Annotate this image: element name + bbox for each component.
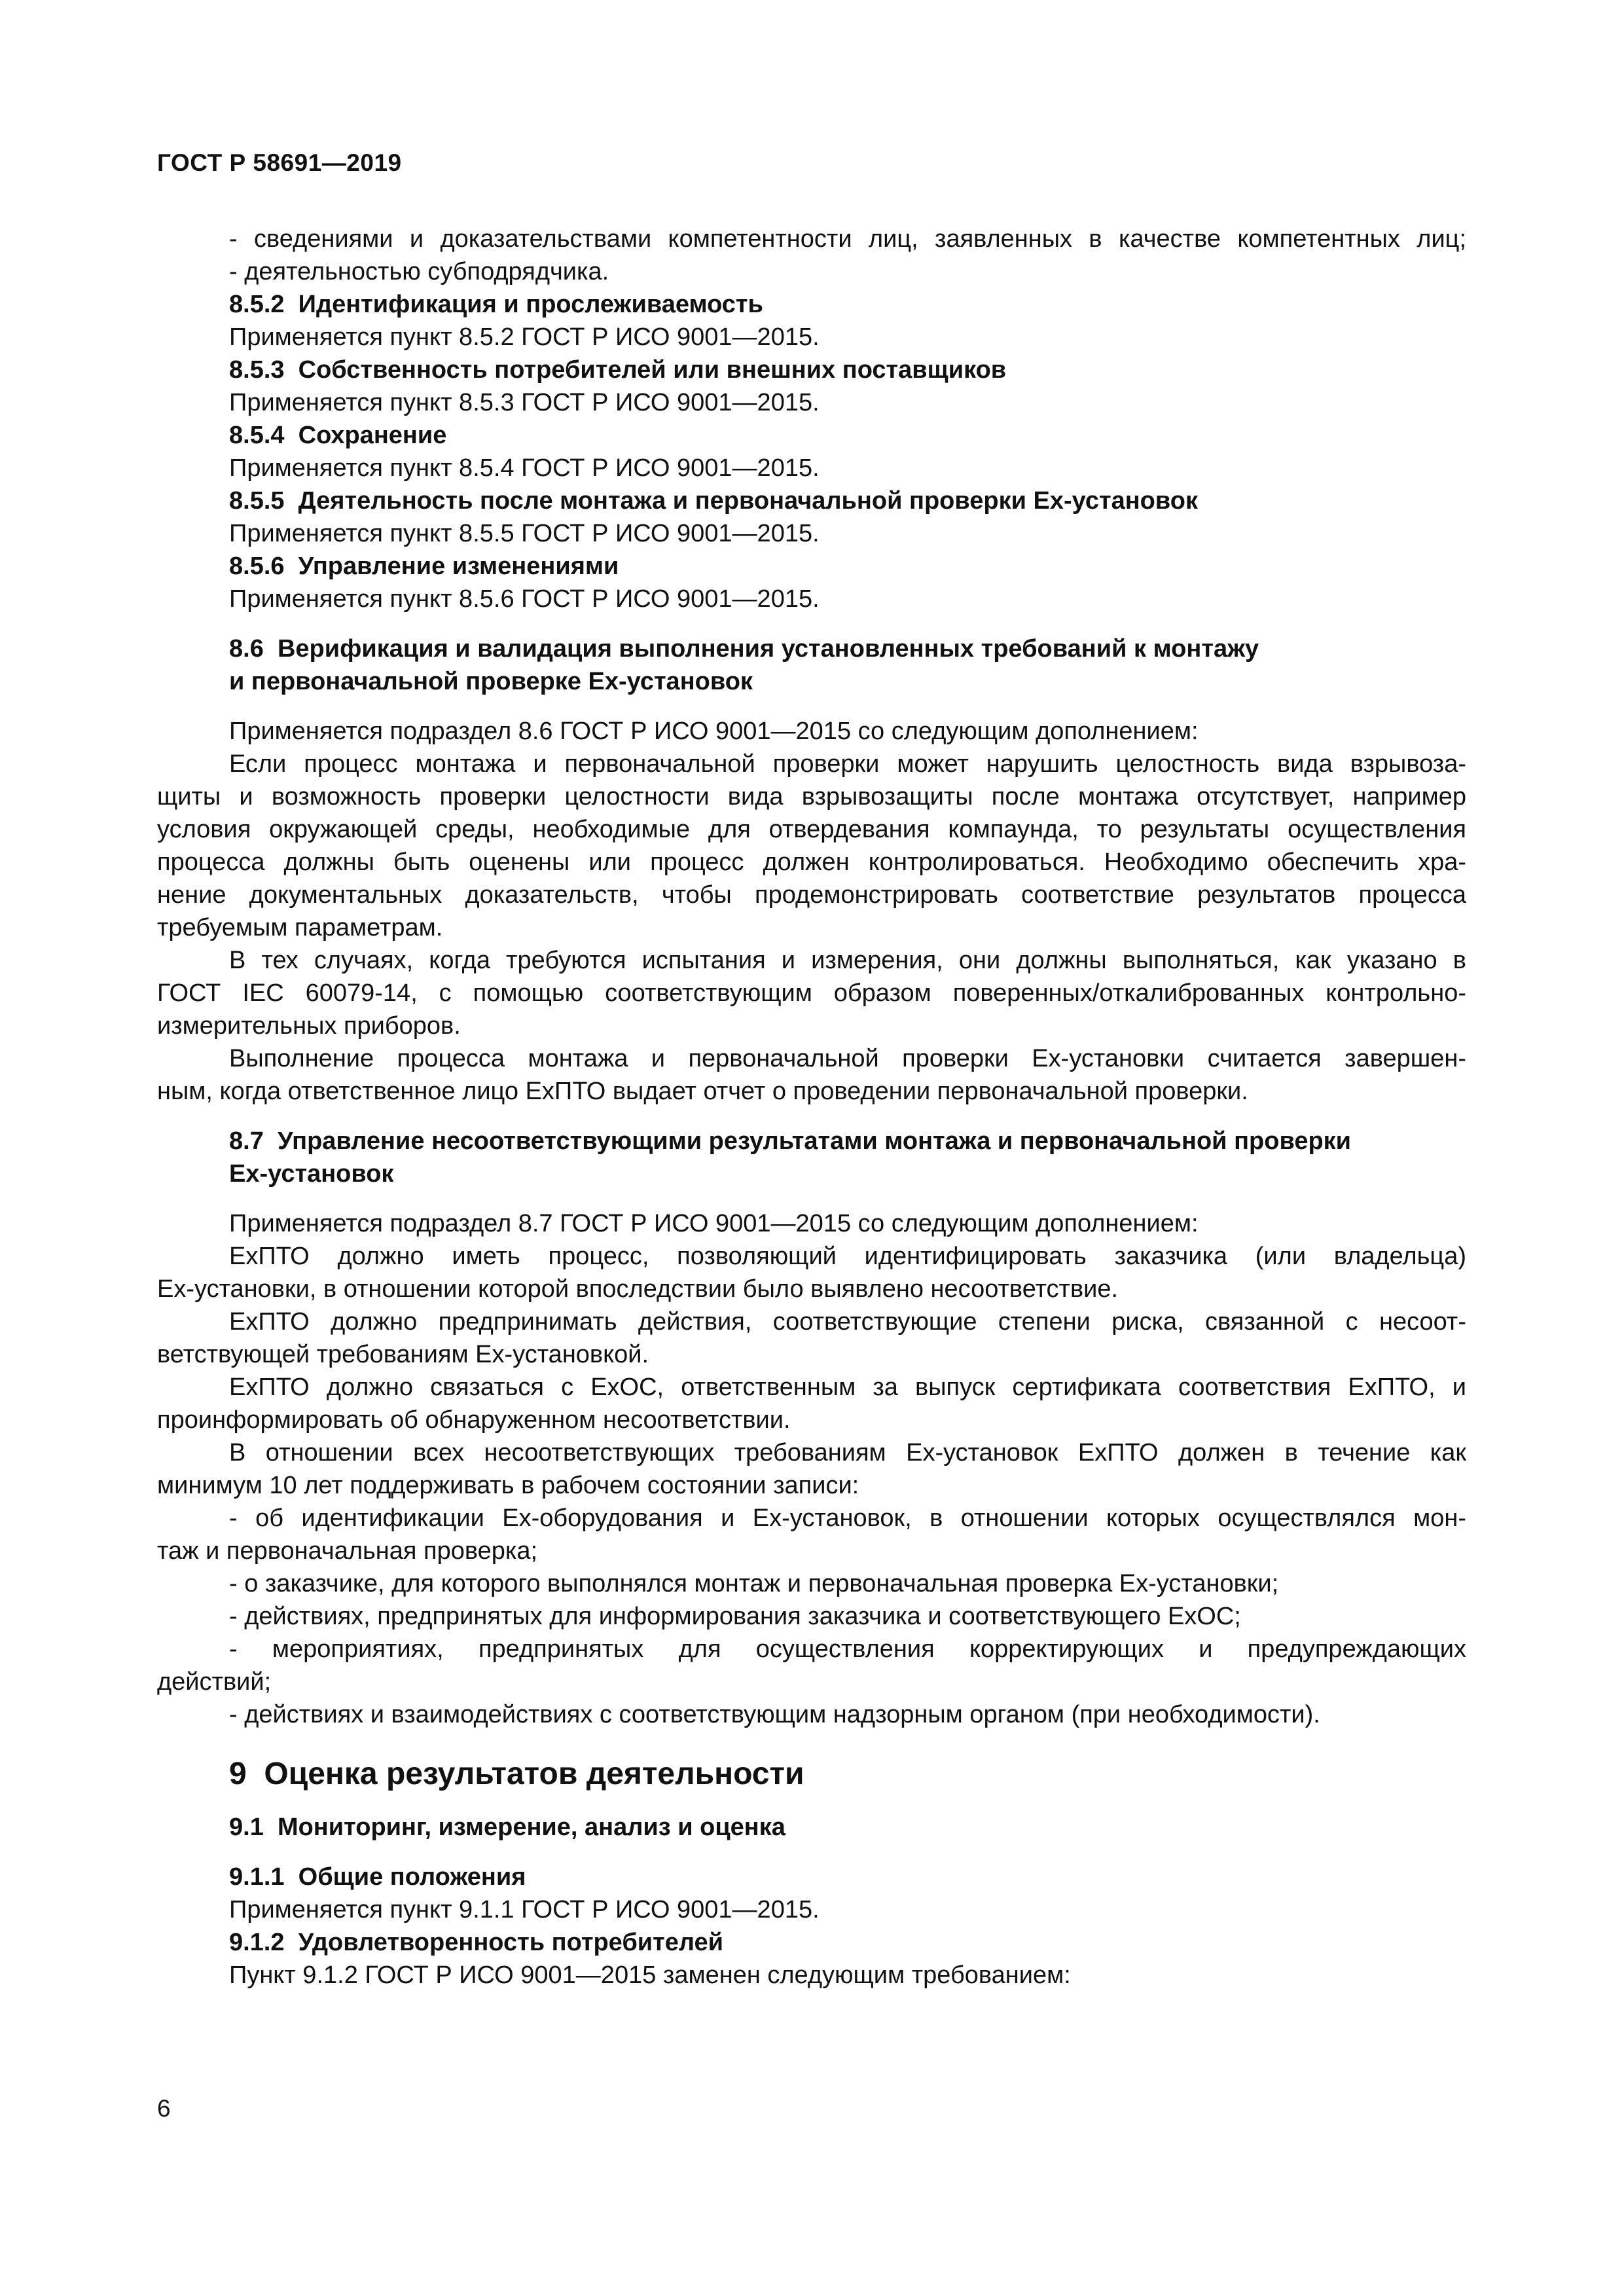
paragraph-line: Выполнение процесса монтажа и первоначальной проверки Ex-установки считается завершен-	[229, 1045, 1466, 1072]
paragraph-line: ExПТО должно связаться с ExОС, ответственным за выпуск сертификата соответствия ExПТО, и	[229, 1374, 1466, 1401]
paragraph-line: щиты и возможность проверки целостности вида взрывозащиты после монтажа отсутствует, например	[157, 783, 1466, 811]
section-text-8-5-4: Применяется пункт 8.5.4 ГОСТ Р ИСО 9001—2015.	[229, 454, 820, 482]
list-item: - об идентификации Ex-оборудования и Ex-установок, в отношении которых осуществлялся мон-	[229, 1504, 1466, 1532]
section-intro-8-7: Применяется подраздел 8.7 ГОСТ Р ИСО 9001—2015 со следующим дополнением:	[229, 1210, 1199, 1237]
section-text-8-5-3: Применяется пункт 8.5.3 ГОСТ Р ИСО 9001—2015.	[229, 389, 820, 416]
section-text-9-1-2: Пункт 9.1.2 ГОСТ Р ИСО 9001—2015 заменен следующим требованием:	[229, 1961, 1071, 1989]
paragraph-line: условия окружающей среды, необходимые для отвердевания компаунда, то результаты осуществления	[157, 816, 1466, 843]
paragraph	[157, 1371, 1466, 1436]
page-number: 6	[157, 2095, 171, 2122]
paragraph-line: В тех случаях, когда требуются испытания и измерения, они должны выполняться, как указано в	[229, 947, 1466, 974]
section-heading-8-6-cont: и первоначальной проверке Ex-установок	[229, 668, 753, 695]
document-body	[157, 223, 1466, 1992]
list-item: - деятельностью субподрядчика.	[229, 258, 609, 285]
section-heading-9-1: 9.1 Мониторинг, измерение, анализ и оценка	[229, 1813, 785, 1841]
section-heading-9-1-1: 9.1.1 Общие положения	[229, 1863, 526, 1891]
list-item: - действиях и взаимодействиях с соответствующим надзорным органом (при необходимости).	[229, 1701, 1320, 1728]
paragraph-line: минимум 10 лет поддерживать в рабочем состоянии записи:	[157, 1472, 859, 1499]
paragraph	[157, 748, 1466, 944]
section-heading-8-5-5: 8.5.5 Деятельность после монтажа и первоначальной проверки Ex-установок	[229, 487, 1198, 515]
document-header: ГОСТ Р 58691—2019	[157, 149, 402, 176]
paragraph-line: ExПТО должно иметь процесс, позволяющий идентифицировать заказчика (или владельца)	[229, 1243, 1466, 1270]
list-item: - мероприятиях, предпринятых для осуществления корректирующих и предупреждающих	[229, 1635, 1466, 1663]
section-text-9-1-1: Применяется пункт 9.1.1 ГОСТ Р ИСО 9001—2015.	[229, 1896, 820, 1923]
paragraph	[157, 1436, 1466, 1502]
section-heading-8-7: 8.7 Управление несоответствующими результатами монтажа и первоначальной проверки	[229, 1127, 1352, 1155]
section-intro-8-6: Применяется подраздел 8.6 ГОСТ Р ИСО 9001—2015 со следующим дополнением:	[229, 718, 1199, 745]
list-item: - сведениями и доказательствами компетентности лиц, заявленных в качестве компетентных лиц;	[229, 225, 1466, 253]
list-item-cont: действий;	[157, 1668, 272, 1696]
list-item: - действиях, предпринятых для информирования заказчика и соответствующего ExОС;	[229, 1603, 1241, 1630]
section-heading-8-7-cont: Ex-установок	[229, 1160, 394, 1188]
paragraph-line: процесса должны быть оценены или процесс должен контролироваться. Необходимо обеспечить хра-	[157, 848, 1466, 876]
section-heading-9-1-2: 9.1.2 Удовлетворенность потребителей	[229, 1929, 724, 1956]
paragraph-line: В отношении всех несоответствующих требованиям Ex-установок ExПТО должен в течение как	[229, 1439, 1466, 1467]
paragraph-line: ГОСТ IEC 60079-14, с помощью соответствующим образом поверенных/откалиброванных контрольно-	[157, 979, 1466, 1007]
list-item-cont: таж и первоначальная проверка;	[157, 1537, 538, 1565]
list-item: - о заказчике, для которого выполнялся монтаж и первоначальная проверка Ex-установки;	[229, 1570, 1279, 1597]
chapter-heading-9: 9 Оценка результатов деятельности	[229, 1757, 804, 1791]
records-list	[157, 1502, 1466, 1731]
paragraph-line: проинформировать об обнаруженном несоответствии.	[157, 1406, 791, 1434]
paragraph	[157, 1305, 1466, 1371]
section-heading-8-5-2: 8.5.2 Идентификация и прослеживаемость	[229, 291, 763, 318]
paragraph-line: ветствующей требованиям Ex-установкой.	[157, 1341, 649, 1368]
section-heading-8-5-6: 8.5.6 Управление изменениями	[229, 553, 619, 580]
paragraph	[157, 944, 1466, 1042]
paragraph-line: требуемым параметрам.	[157, 914, 443, 941]
paragraph-line: ным, когда ответственное лицо ExПТО выдает отчет о проведении первоначальной проверки.	[157, 1078, 1248, 1105]
paragraph	[157, 1240, 1466, 1305]
paragraph	[157, 1042, 1466, 1108]
section-text-8-5-5: Применяется пункт 8.5.5 ГОСТ Р ИСО 9001—2015.	[229, 520, 820, 547]
section-text-8-5-2: Применяется пункт 8.5.2 ГОСТ Р ИСО 9001—2015.	[229, 323, 820, 351]
paragraph-line: измерительных приборов.	[157, 1012, 461, 1040]
paragraph-line: Если процесс монтажа и первоначальной проверки может нарушить целостность вида взрывоза-	[229, 750, 1466, 778]
paragraph-line: нение документальных доказательств, чтобы продемонстрировать соответствие результатов процесса	[157, 881, 1466, 909]
section-text-8-5-6: Применяется пункт 8.5.6 ГОСТ Р ИСО 9001—2015.	[229, 585, 820, 613]
paragraph-line: Ex-установки, в отношении которой впоследствии было выявлено несоответствие.	[157, 1275, 1119, 1303]
section-heading-8-6: 8.6 Верификация и валидация выполнения установленных требований к монтажу	[229, 635, 1259, 663]
section-heading-8-5-4: 8.5.4 Сохранение	[229, 422, 447, 449]
paragraph-line: ExПТО должно предпринимать действия, соответствующие степени риска, связанной с несоот-	[229, 1308, 1466, 1336]
section-heading-8-5-3: 8.5.3 Собственность потребителей или внешних поставщиков	[229, 356, 1007, 384]
